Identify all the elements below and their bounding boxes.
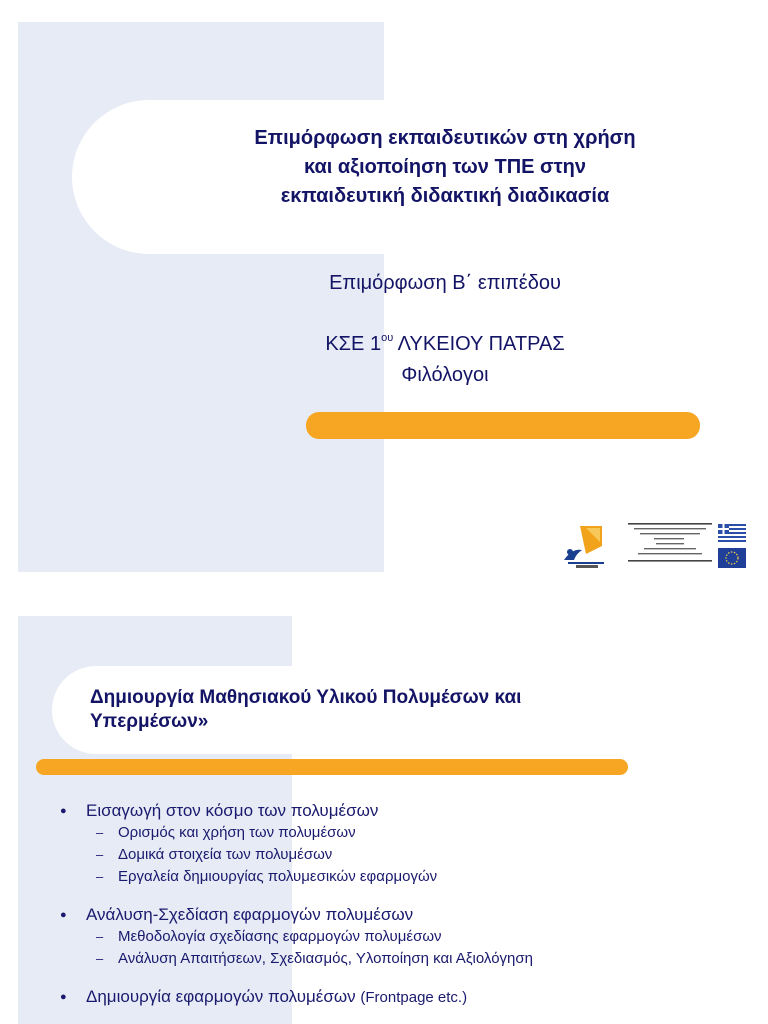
sub-bullet-item: – Εργαλεία δημιουργίας πολυμεσικών εφαρμογών [86, 866, 756, 888]
accent-bar [306, 412, 700, 439]
slide-1-title [140, 124, 750, 211]
greek-eu-flags-logo [716, 520, 748, 572]
sub-bullet-item: – Ανάλυση Απαιτήσεων, Σχεδιασμός, Υλοποίηση και Αξιολόγηση [86, 948, 756, 970]
slide-2 [0, 586, 768, 1024]
title-line: Υπερμέσων» [90, 711, 209, 732]
school-name [140, 332, 750, 356]
content-bullet-list [86, 800, 756, 1024]
slide-1-subtitle: Επιμόρφωση Β΄ επιπέδου [329, 272, 561, 294]
sub-bullet-item: – Δομικά στοιχεία των πολυμέσων [86, 844, 756, 866]
bullet-section [86, 986, 756, 1009]
bullet-suffix: (Frontpage etc.) [360, 989, 468, 1006]
group-name: Φιλόλογοι [401, 364, 489, 386]
bullet-item [86, 986, 756, 1009]
ordinal-superscript: ου [381, 332, 394, 344]
school-suffix: ΛΥΚΕΙΟΥ ΠΑΤΡΑΣ [397, 333, 565, 355]
title-line: εκπαιδευτική διδακτική διαδικασία [280, 185, 610, 207]
title-line: και αξιοποίηση των ΤΠΕ στην [304, 156, 586, 178]
bullet-section [86, 904, 756, 970]
bullet-section [86, 800, 756, 888]
ministry-text-logo [624, 520, 714, 572]
bullet-label: Δημιουργία εφαρμογών πολυμέσων [86, 987, 356, 1006]
slide-2-title [90, 686, 730, 734]
bullet-item: ● Ανάλυση-Σχεδίαση εφαρμογών πολυμέσων [86, 904, 756, 926]
sub-bullet-item: – Μεθοδολογία σχεδίασης εφαρμογών πολυμέσων [86, 926, 756, 948]
bullet-item: ● Εισαγωγή στον κόσμο των πολυμέσων [86, 800, 756, 822]
olympic-runner-logo [556, 520, 608, 572]
sub-bullet-item: – Ορισμός και χρήση των πολυμέσων [86, 822, 756, 844]
title-line: Επιμόρφωση εκπαιδευτικών στη χρήση [254, 127, 636, 149]
accent-bar [36, 759, 628, 775]
title-line: Δημιουργία Μαθησιακού Υλικού Πολυμέσων και [90, 687, 522, 708]
school-prefix: ΚΣΕ 1 [325, 333, 382, 355]
